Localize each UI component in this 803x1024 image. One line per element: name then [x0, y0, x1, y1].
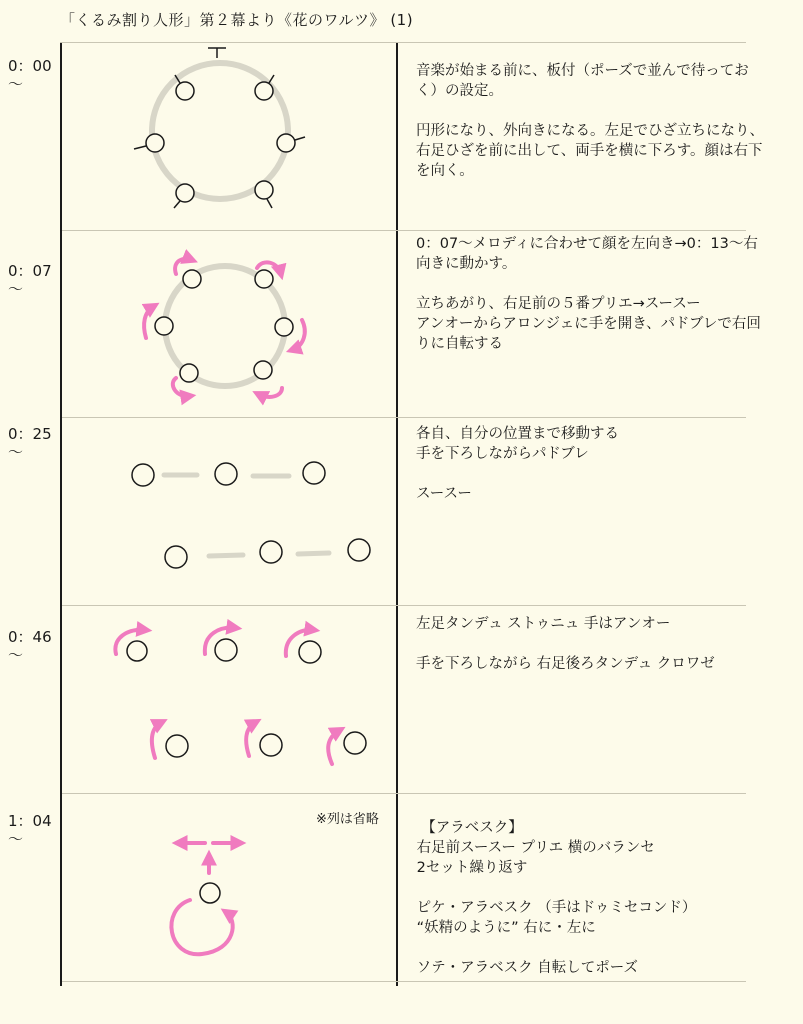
dancer [200, 883, 220, 903]
formation-tendu [115, 628, 366, 764]
formation-note: ※列は省略 [316, 812, 379, 827]
formation-two-lines [132, 462, 370, 568]
time-label: 0：00 〜 [8, 57, 52, 93]
dancer [155, 317, 173, 335]
dancer [260, 734, 282, 756]
formation-circle-outward [134, 48, 305, 208]
step-description: 音楽が始まる前に、板付（ポーズで並んで待っておく）の設定。 円形になり、外向きになる。左足でひざ立ちになり、右足ひざを前に出して、両手を横に下ろす。顔は右下を向く。 [416, 63, 764, 179]
time-label: 0：07 〜 [8, 262, 52, 298]
formation-arabesque [171, 843, 240, 954]
dancer [275, 318, 293, 336]
dancer [183, 270, 201, 288]
dancer [165, 546, 187, 568]
dancer [215, 639, 237, 661]
dancer [260, 541, 282, 563]
dancer [180, 364, 198, 382]
time-label: 0：25 〜 [8, 425, 52, 461]
dancer [176, 82, 194, 100]
step-description: 左足タンデュ ストゥニュ 手はアンオー 手を下ろしながら 右足後ろタンデュ クロワゼ [416, 616, 715, 672]
dancer [344, 732, 366, 754]
dancer [254, 361, 272, 379]
step-description: 各自、自分の位置まで移動する 手を下ろしながらパドブレ スースー [416, 426, 619, 502]
dancer [255, 82, 273, 100]
dancer [277, 134, 295, 152]
dancer [215, 463, 237, 485]
time-label: 0：46 〜 [8, 628, 52, 664]
dancer [166, 735, 188, 757]
step-description: 【アラベスク】 右足前スースー プリエ 横のバランセ 2セット繰り返す ピケ・アラベスク （手はドゥミセコンド） “妖精のように” 右に・左に ソテ・アラベスク 自転してポーズ [416, 820, 697, 976]
dancer [299, 641, 321, 663]
formation-diagrams [62, 0, 396, 1000]
time-label: 1：04 〜 [8, 812, 52, 848]
dancer [348, 539, 370, 561]
dancer [146, 134, 164, 152]
dancer [303, 462, 325, 484]
step-description: 0：07〜メロディに合わせて顔を左向き→0：13〜右向きに動かす。 立ちあがり、右足前の５番プリエ→スースー アンオーからアロンジェに手を開き、パドブレで右回りに自転する [416, 236, 761, 352]
dancer [127, 641, 147, 661]
dancer [255, 181, 273, 199]
diagram-column-divider [396, 43, 398, 986]
dancer [132, 464, 154, 486]
formation-circle-turning [144, 259, 305, 397]
dancer [255, 270, 273, 288]
page-title: 「くるみ割り人形」第２幕より《花のワルツ》 (1) [60, 11, 414, 29]
dancer [176, 184, 194, 202]
